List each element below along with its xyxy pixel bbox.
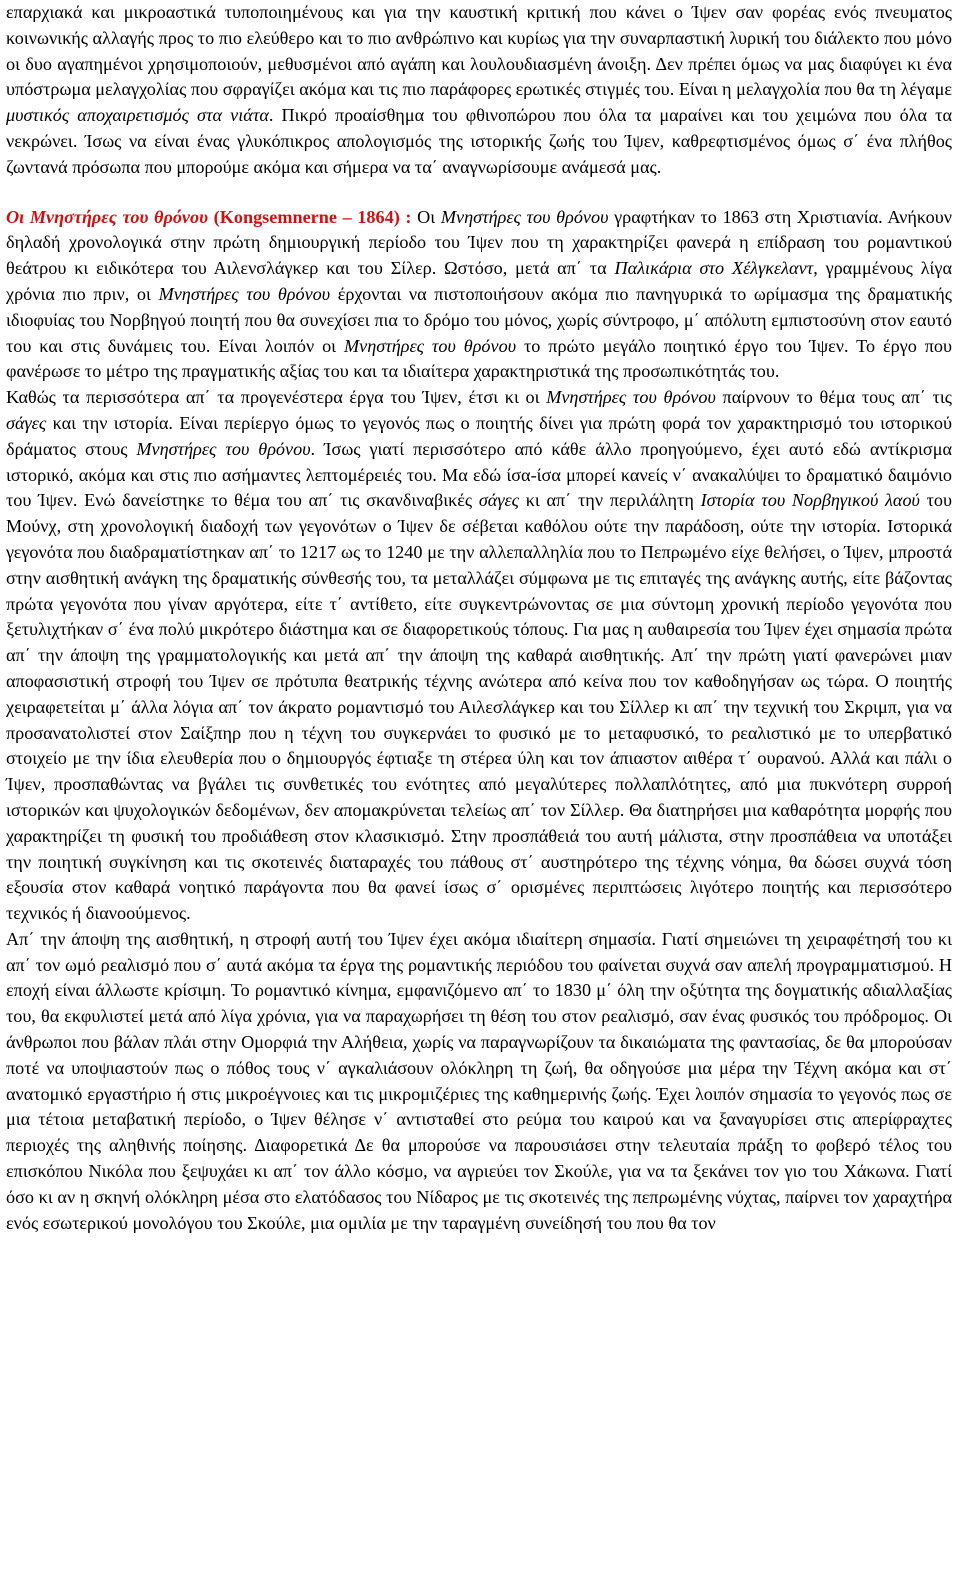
text-run: επαρχιακά και μικροαστικά τυποποιημένους και για την καυστική κριτική που κάνει ο Ίψεν σαν φορέας ενός πνευματος κοινωνικής αλλαγής προς το πιο ελεύθερο και το πιο ανθρώπινο και κυρίως για την συναρπαστική λυρική του διάλεκτο που μόνο οι δυο αγαπημένοι χρησιμοποιούν, μεθυσμένοι από αγάπη και λουλουδιασμένη άνοιξη. Δεν πρέπει όμως να μας διαφύγει κι ένα υπόστρωμα μελαγχολίας που σφραγίζει ακόμα και τις πιο παράφορες ερωτικές στιγμές του. Είναι η μελαγχολία που θα τη λέγαμε	[6, 2, 952, 100]
italic-phrase: Μνηστήρες του θρόνου	[136, 438, 311, 459]
text-run: παίρνουν το θέμα τους απ΄ τις	[715, 387, 952, 408]
paragraph-1	[6, 0, 952, 181]
paragraph-3	[6, 385, 952, 927]
italic-phrase: Μνηστήρες του θρόνου	[158, 283, 331, 304]
text-run: κι απ΄ την περιλάλητη	[519, 490, 701, 511]
paragraph-spacer	[6, 181, 952, 205]
text-run: . Πικρό προαίσθημα του φθινοπώρου που όλα τα μαραίνει και του χειμώνα που όλα τα νεκρώνει. Ίσως να είναι ένας γλυκόπικρος απολογισμός της ιστορικής ζωής του Ίψεν, καθρεφτισμένος όμως σ΄ ένα πλήθος ζωντανά πρόσωπα που μπορούμε ακόμα και σήμερα να τα΄ αναγνωρίσουμε ανάμεσά μας.	[6, 105, 952, 177]
italic-phrase: Παλικάρια στο Χέλγκελαντ	[614, 258, 814, 279]
text-run: του Μούνχ, στη χρονολογική διαδοχή των γεγονότων ο Ίψεν δε σέβεται καθόλου ούτε την παράδοση, ούτε την ιστορία. Ιστορικά γεγονότα που διαδραματίστηκαν απ΄ το 1217 ως το 1240 με την αλλεπαλληλία που το Πεπρωμένο είχε θελήσει, ο Ίψεν, μπροστά στην αισθητική ανάγκη της δραματικής σύνθεσής του, τα μεταλλάζει σύμφωνα με τις επιταγές της ανάγκης αυτής, είτε βάζοντας πρώτα γεγονότα που γίναν αργότερα, είτε τ΄ αντίθετο, είτε συγκεντρώνοντας σε μια σύντομη χρονική περίοδο γεγονότα που ξετυλιχτήκαν σ΄ ένα πολύ μικρότερο διάστημα και σε διαφορετικούς τόπους. Για μας η αυθαιρεσία του Ίψεν έχει σημασία πρώτα απ΄ την άποψη της γραμματολογικής και μετά απ΄ την άποψη της καθαρά αισθητικής. Απ΄ την πρώτη γιατί φανερώνει μιαν αποφασιστική στροφή του Ίψεν σε πρότυπα θεατρικής τέχνης ανώτερα από κείνα που τον καθοδηγήσαν ως τώρα. Ο ποιητής χειραφετείται μ΄ άλλα λόγια απ΄ τον άκρατο ρομαντισμό του Αιλεσλάγκερ και του Σίλλερ κι απ΄ την τεχνική του Σκριμπ, για να προσανατολιστεί στον Σαίξπηρ που η τέχνη του συγκερνάει το φυσικό με το μεταφυσικό, το ρεαλιστικό με το υπερβατικό στοιχείο με την ίδια ελευθερία που ο δημιουργός έφτιαξε τη στέρεα ύλη και τον άπιαστον αιθέρα τ΄ ουρανού. Αλλά και πάλι ο Ίψεν, προσπαθώντας να βγάλει τις συνθετικές του ενότητες από μεγαλύτερες πολλαπλότητες, από μια πυκνότερη συρροή ιστορικών και ψυχολογικών δεδομένων, δεν απομακρύνεται τελείως απ΄ τον Σίλλερ. Θα διατηρήσει μια καθαρότητα μορφής που χαρακτηρίζει τη φυσική του προδιάθεση στον κλασικισμό. Στην προσπάθειά του αυτή μάλιστα, στην προσπάθεια να υποτάξει την ποιητική συγκίνηση και τις σκοτεινές διαταραχές του πάθους στ΄ αυστηρότερο της τέχνης νόημα, θα δώσει συχνά τόση εξουσία στον καθαρά νοητικό παράγοντα που θα φανεί ίσως σ΄ ορισμένες περιπτώσεις λιγότερο ποιητής και περισσότερο τεχνικός ή διανοούμενος.	[6, 490, 952, 924]
text-run: και την ιστορία. Είναι περίεργο όμως το γεγονός πως ο ποιητής δίνει για πρώτη φορά τον χαρακτηρισμό του ιστορικού δράματος στους	[6, 412, 952, 459]
text-run: , γραμμένους λίγα χρόνια πιο πριν, οι	[6, 258, 952, 304]
text-run: . Ίσως γιατί περισσότερο από κάθε άλλο προηγούμενο, έχει αυτό εδώ αντίκρισμα ιστορικό, ακόμα και στις πιο ασήμαντες λεπτομέρειές του. Μα εδώ ίσα-ίσα μπορεί κανείς ν΄ ανακαλύψει το δραματικό δαιμόνιο του Ίψεν. Ενώ δανείστηκε το θέμα του απ΄ τις σκανδιναβικές	[6, 438, 953, 511]
document-page	[6, 0, 952, 1236]
italic-phrase: Μνηστήρες του θρόνου	[440, 206, 609, 227]
text-run: το πρώτο μεγάλο ποιητικό έργο του Ίψεν. Το έργο που φανέρωσε το μέτρο της πραγματικής αξίας του και τα ιδιαίτερα χαρακτηριστικά της προσωπικότητάς του.	[6, 335, 952, 382]
text-run: έρχονται να πιστοποιήσουν ακόμα πιο πανηγυρικά το ωρίμασμα της δραματικής ιδιοφυίας του Νορβηγού ποιητή που θα συνεχίσει πια το δρόμο του μόνος, χωρίς σύντροφο, μ΄ απόλυτη εμπιστοσύνη στον εαυτό του και στις δυνάμεις του. Είναι λοιπόν οι	[6, 283, 952, 356]
italic-phrase: Μνηστήρες του θρόνου	[343, 335, 517, 356]
text-run: Απ΄ την άποψη της αισθητική, η στροφή αυτή του Ίψεν έχει ακόμα ιδιαίτερη σημασία. Γιατί σημειώνει τη χειραφέτησή του κι απ΄ τον ωμό ρεαλισμό που σ΄ αυτά ακόμα τα έργα της ρομαντικής περιόδου του φαίνεται συχνά σαν απελή προγραμματισμού. Η εποχή είναι άλλωστε κρίσιμη. Το ρομαντικό κίνημα, εμφανιζόμενο απ΄ το 1830 μ΄ όλη την οξύτητα της δογματικής αδιαλλαξίας του, θα εκφυλιστεί μετά από λίγα χρόνια, για να παραχωρήσει τη θέση του στον ρεαλισμό, σαν ένας φυσικός του πρόδρομος. Οι άνθρωποι που βάλαν πλάι στην Ομορφιά την Αλήθεια, χωρίς να παραγνωρίζουν τα δικαιώματα της φαντασίας, δε θα μπορούσαν ποτέ να υποψιαστούν πως ο πόθος τους ν΄ αγκαλιάσουν ολόκληρη τη ζωή, θα οδηγούσε μια μέρα την Τέχνη ακόμα και στ΄ ανατομικό εργαστήριο ή στις μικροέγνοιες και τις μικρομιζέριες της καθημερινής ζωής. Έχει λοιπόν σημασία το γεγονός πως σε μια τέτοια μεταβατική περίοδο, ο Ίψεν θέλησε ν΄ αντισταθεί στο ρεύμα του καιρού και να ξαναγυρίσει στις απερίφραχτες περιοχές της αληθινής ποίησης. Διαφορετικά Δε θα μπορούσε να παρουσιάσει στην τελευταία πράξη το φοβερό τέλος του επισκόπου Νικόλα που ξεψυχάει κι απ΄ τον άλλο κόσμο, να αγριεύει τον Σκούλε, για να τα ξεκάνει τον γιο του Χάκωνα. Γιατί όσο κι αν η σκηνή ολόκληρη μέσα στο ελατόδασος του Νίδαρος με τις σκοτεινές της πεπρωμένης νύχτας, παίρνει τον χαραχτήρα ενός εσωτερικού μονολόγου του Σκούλε, μια ομιλία με την ταραγμένη συνείδησή του που θα τον	[6, 928, 952, 1233]
section-heading-subtitle: (Kongsemnerne – 1864) :	[208, 206, 412, 227]
italic-phrase: μυστικός αποχαιρετισμός στα νιάτα	[6, 105, 269, 126]
text-run: Καθώς τα περισσότερα απ΄ τα προγενέστερα έργα του Ίψεν, έτσι κι οι	[6, 387, 547, 408]
paragraph-2	[6, 205, 952, 386]
section-heading-title: Οι Μνηστήρες του θρόνου	[6, 206, 208, 227]
section-heading	[6, 207, 412, 227]
paragraph-4	[6, 927, 952, 1237]
italic-phrase: σάγες	[6, 412, 47, 433]
text-run: Οι	[411, 206, 441, 227]
italic-phrase: Μνηστήρες του θρόνου	[546, 387, 716, 408]
text-run: γραφτήκαν το 1863 στη Χριστιανία. Ανήκουν δηλαδή χρονολογικά στην πρώτη δημιουργική περίοδο του Ίψεν που τη χαρακτηρίζει φανερά η επίδραση του ρομαντικού θεάτρου κι ειδικότερα του Αιλενσλάγκερ και του Σίλερ. Ωστόσο, μετά απ΄ τα	[6, 206, 952, 279]
italic-phrase: Ιστορία του Νορβηγικού λαού	[700, 490, 920, 511]
italic-phrase: σάγες	[478, 490, 520, 511]
